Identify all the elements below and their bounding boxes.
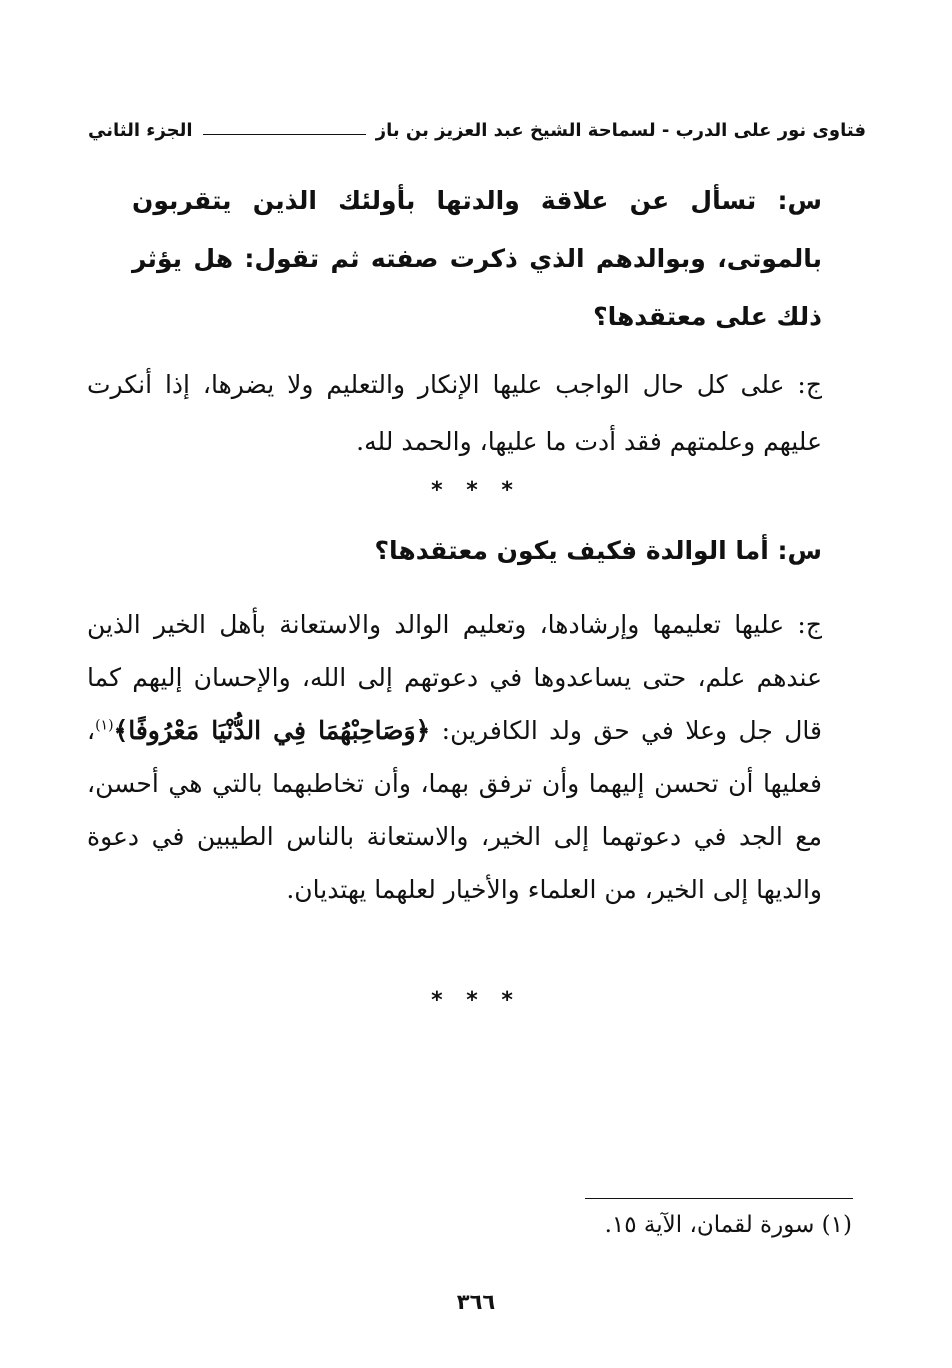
question-1: س: تسأل عن علاقة والدتها بأولئك الذين يتقربون بالموتى، وبوالدهم الذي ذكرت صفته ثم تقول: هل يؤثر ذلك على معتقدها؟ xyxy=(132,186,822,331)
answer-2 xyxy=(87,598,822,916)
book-title: فتاوى نور على الدرب - لسماحة الشيخ عبد العزيز بن باز xyxy=(375,119,866,141)
section-separator: * * * xyxy=(431,478,521,503)
header-rule xyxy=(203,134,366,135)
footnote: (١) سورة لقمان، الآية ١٥. xyxy=(604,1212,852,1238)
question-2: س: أما الوالدة فكيف يكون معتقدها؟ xyxy=(374,536,822,565)
part-label: الجزء الثاني xyxy=(88,119,193,141)
answer-2-part1: ج: عليها تعليمها وإرشادها، وتعليم الوالد والاستعانة بأهل الخير الذين عندهم علم، حتى يساعدوها في دعوتهم إلى الله، والإحسان إليهم كما قال جل وعلا في حق ولد الكافرين: xyxy=(87,610,822,745)
page-number: ٣٦٦ xyxy=(456,1290,496,1314)
running-header xyxy=(88,112,866,148)
answer-1: ج: على كل حال الواجب عليها الإنكار والتعليم ولا يضرها، إذا أنكرت عليهم وعلمتهم فقد أدت ما عليها، والحمد لله. xyxy=(87,370,822,456)
footnote-rule xyxy=(585,1198,853,1199)
footnote-ref: (١) xyxy=(95,717,114,734)
section-separator: * * * xyxy=(431,988,521,1013)
quran-verse: ﴿وَصَاحِبْهُمَا فِي الدُّنْيَا مَعْرُوفًا﴾ xyxy=(113,716,431,745)
answer-2-part2: ، فعليها أن تحسن إليهما وأن ترفق بهما، وأن تخاطبهما بالتي هي أحسن، مع الجد في دعوتهما إلى الخير، والاستعانة بالناس الطيبين في دعوة والديها إلى الخير، من العلماء والأخيار لعلهما يهتديان. xyxy=(87,716,822,904)
